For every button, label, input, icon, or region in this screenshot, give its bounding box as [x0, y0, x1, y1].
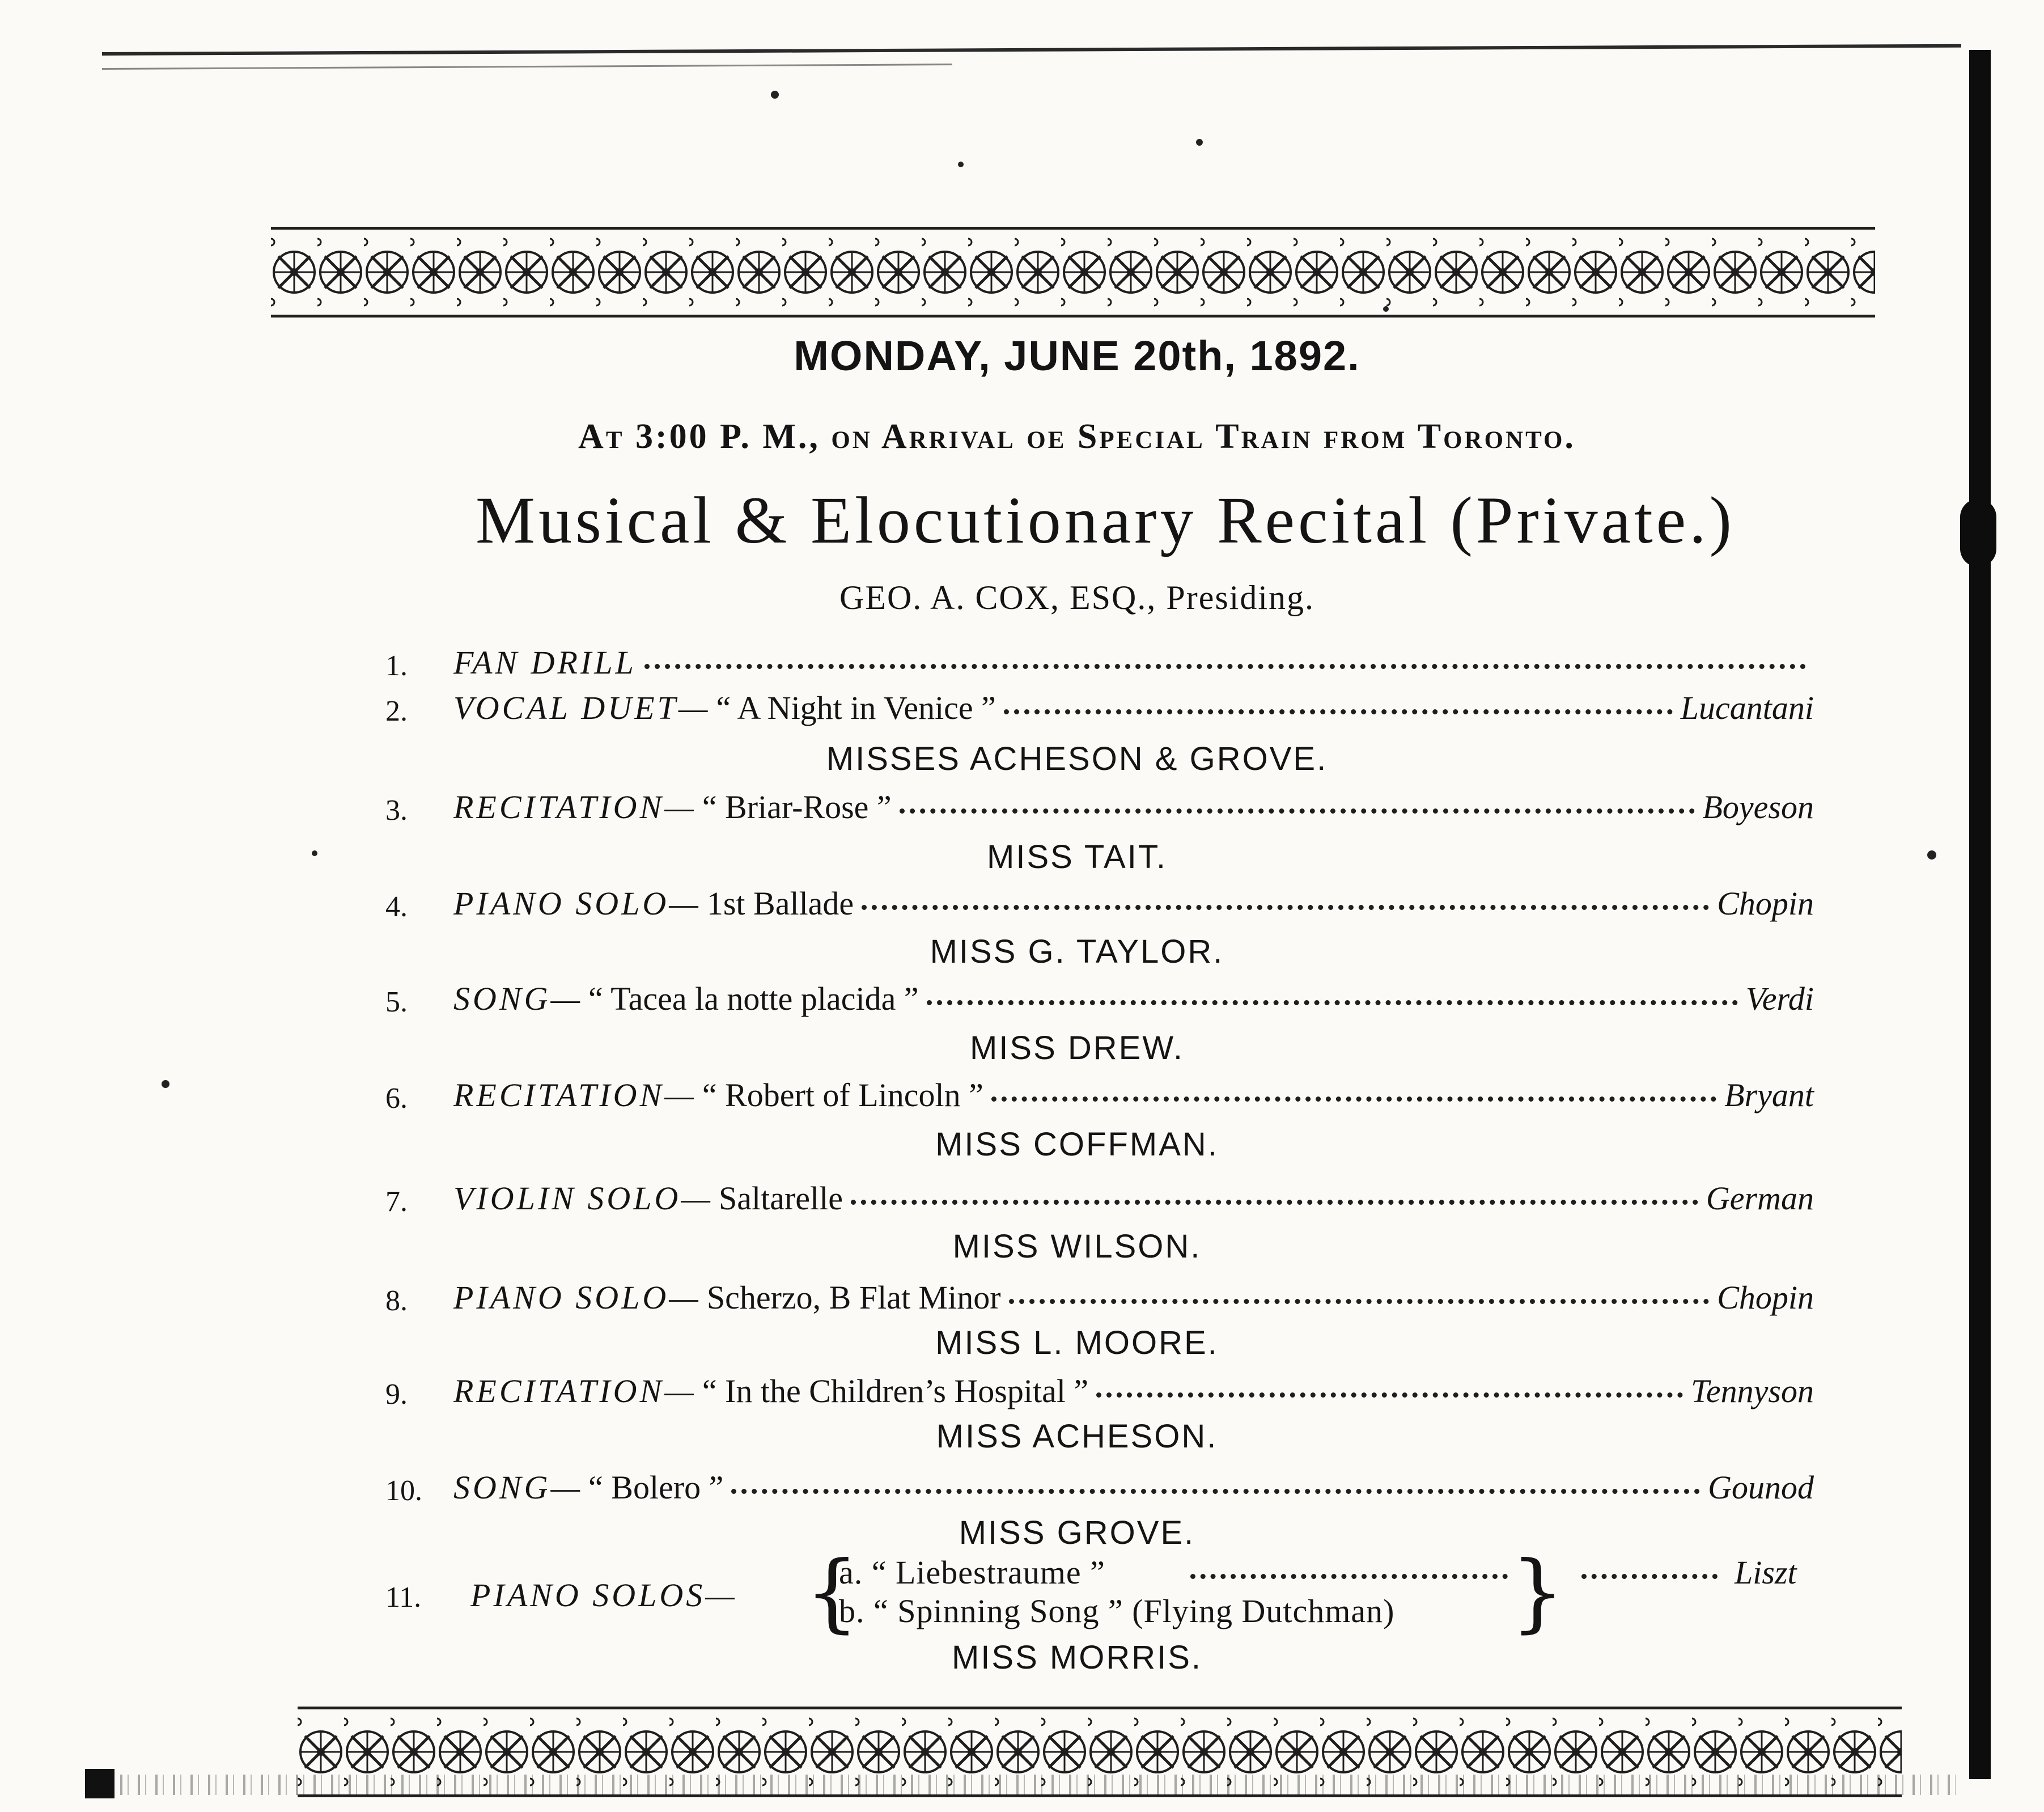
- item-performer: MISS COFFMAN.: [935, 1126, 1219, 1163]
- item-type: RECITATION—: [453, 789, 697, 825]
- item-type: RECITATION—: [453, 1373, 697, 1409]
- speck: [312, 850, 317, 856]
- item-number: 11.: [385, 1581, 422, 1614]
- leader-dots: [1004, 709, 1673, 714]
- item-composer: Verdi: [1745, 980, 1814, 1017]
- item-number: 1.: [385, 650, 408, 682]
- item-number: 2.: [385, 695, 408, 727]
- speck: [162, 1080, 169, 1088]
- program-item: [385, 1278, 1814, 1324]
- item-title: 1st Ballade: [706, 885, 854, 922]
- scan-corner-block: [85, 1769, 115, 1798]
- leader-dots: [1009, 1298, 1710, 1304]
- item-performer: MISS MORRIS.: [951, 1639, 1203, 1676]
- item-type: PIANO SOLO—: [453, 1279, 701, 1316]
- ornamental-border-top: [271, 227, 1875, 317]
- item-performer: MISSES ACHESON & GROVE.: [826, 740, 1328, 777]
- item-number: 4.: [385, 891, 408, 923]
- speck: [771, 91, 779, 99]
- recital-title: Musical & Elocutionary Recital (Private.): [476, 483, 1735, 557]
- item-sub-a: a. “ Liebestraume ”: [839, 1554, 1105, 1591]
- item-composer: Gounod: [1708, 1469, 1814, 1506]
- item-type: VIOLIN SOLO—: [453, 1180, 713, 1217]
- program-item: [385, 1076, 1814, 1121]
- item-composer: German: [1706, 1180, 1814, 1217]
- item-performer: MISS ACHESON.: [936, 1418, 1218, 1455]
- program-item: [385, 884, 1814, 930]
- left-brace: {: [805, 1543, 859, 1642]
- item-composer: Liszt: [1735, 1554, 1797, 1591]
- item-performer: MISS DREW.: [969, 1030, 1185, 1066]
- program-item: [385, 788, 1814, 833]
- arrival-note: At 3:00 P. M., on Arrival oe Special Train from Toronto.: [578, 417, 1576, 456]
- item-composer: Chopin: [1717, 885, 1814, 922]
- scan-right-edge: [1969, 50, 1991, 1779]
- item-number: 8.: [385, 1285, 408, 1317]
- item-performer: MISS WILSON.: [952, 1228, 1202, 1265]
- speck: [1927, 850, 1936, 860]
- program-item: [385, 980, 1814, 1025]
- item-type: RECITATION—: [453, 1077, 697, 1114]
- item-title: “ Robert of Lincoln ”: [702, 1077, 983, 1114]
- leader-dots: [1096, 1392, 1683, 1398]
- item-title: “ A Night in Venice ”: [716, 689, 996, 726]
- speck: [1196, 139, 1203, 146]
- item-number: 9.: [385, 1378, 408, 1411]
- item-number: 10.: [385, 1475, 422, 1507]
- program-item: [385, 1468, 1814, 1514]
- item-title: “ Tacea la notte placida ”: [588, 980, 919, 1017]
- leader-dots: [862, 904, 1709, 910]
- item-composer: Bryant: [1724, 1077, 1814, 1114]
- scan-right-blob: [1960, 499, 1996, 567]
- item-title: Scherzo, B Flat Minor: [706, 1279, 1001, 1316]
- item-composer: Tennyson: [1691, 1373, 1814, 1409]
- item-title: “ Bolero ”: [588, 1469, 724, 1506]
- item-performer: MISS L. MOORE.: [935, 1324, 1219, 1361]
- item-type: SONG—: [453, 1469, 583, 1506]
- speck: [958, 162, 964, 167]
- presiding-line: GEO. A. COX, ESQ., Presiding.: [839, 579, 1315, 616]
- program-item-11: [385, 1543, 1814, 1642]
- leader-dots: [927, 1000, 1738, 1005]
- item-sub-b: b. “ Spinning Song ” (Flying Dutchman): [839, 1593, 1395, 1629]
- right-brace: }: [1511, 1543, 1565, 1642]
- program-item: [385, 689, 1814, 734]
- item-type: VOCAL DUET—: [453, 689, 711, 726]
- scan-top-rule: [102, 44, 1961, 56]
- item-number: 6.: [385, 1082, 408, 1115]
- item-performer: MISS GROVE.: [959, 1514, 1195, 1551]
- program-item: [385, 1372, 1814, 1417]
- program-item: [385, 643, 1814, 689]
- leader-dots: [1190, 1574, 1508, 1579]
- item-number: 7.: [385, 1186, 408, 1218]
- program-item: [385, 1179, 1814, 1225]
- item-composer: Chopin: [1717, 1279, 1814, 1316]
- item-title: “ In the Children’s Hospital ”: [702, 1373, 1089, 1409]
- leader-dots: [900, 808, 1695, 814]
- leader-dots: [991, 1096, 1716, 1102]
- program-date: MONDAY, JUNE 20th, 1892.: [794, 332, 1360, 379]
- item-type: FAN DRILL: [453, 644, 637, 681]
- leader-dots: [731, 1488, 1700, 1494]
- scan-top-rule-faint: [102, 63, 952, 70]
- item-number: 5.: [385, 986, 408, 1018]
- item-composer: Boyeson: [1702, 789, 1814, 825]
- item-title: “ Briar-Rose ”: [702, 789, 892, 825]
- item-performer: MISS TAIT.: [987, 839, 1167, 875]
- item-type: PIANO SOLOS—: [470, 1577, 737, 1614]
- item-type: SONG—: [453, 980, 583, 1017]
- item-number: 3.: [385, 794, 408, 827]
- ornamental-border-bottom: [298, 1707, 1902, 1797]
- item-composer: Lucantani: [1680, 689, 1814, 726]
- item-type: PIANO SOLO—: [453, 885, 701, 922]
- leader-dots: [1581, 1574, 1718, 1579]
- item-title: Saltarelle: [719, 1180, 843, 1217]
- item-performer: MISS G. TAYLOR.: [930, 933, 1224, 970]
- leader-dots: [644, 663, 1806, 669]
- leader-dots: [851, 1199, 1698, 1205]
